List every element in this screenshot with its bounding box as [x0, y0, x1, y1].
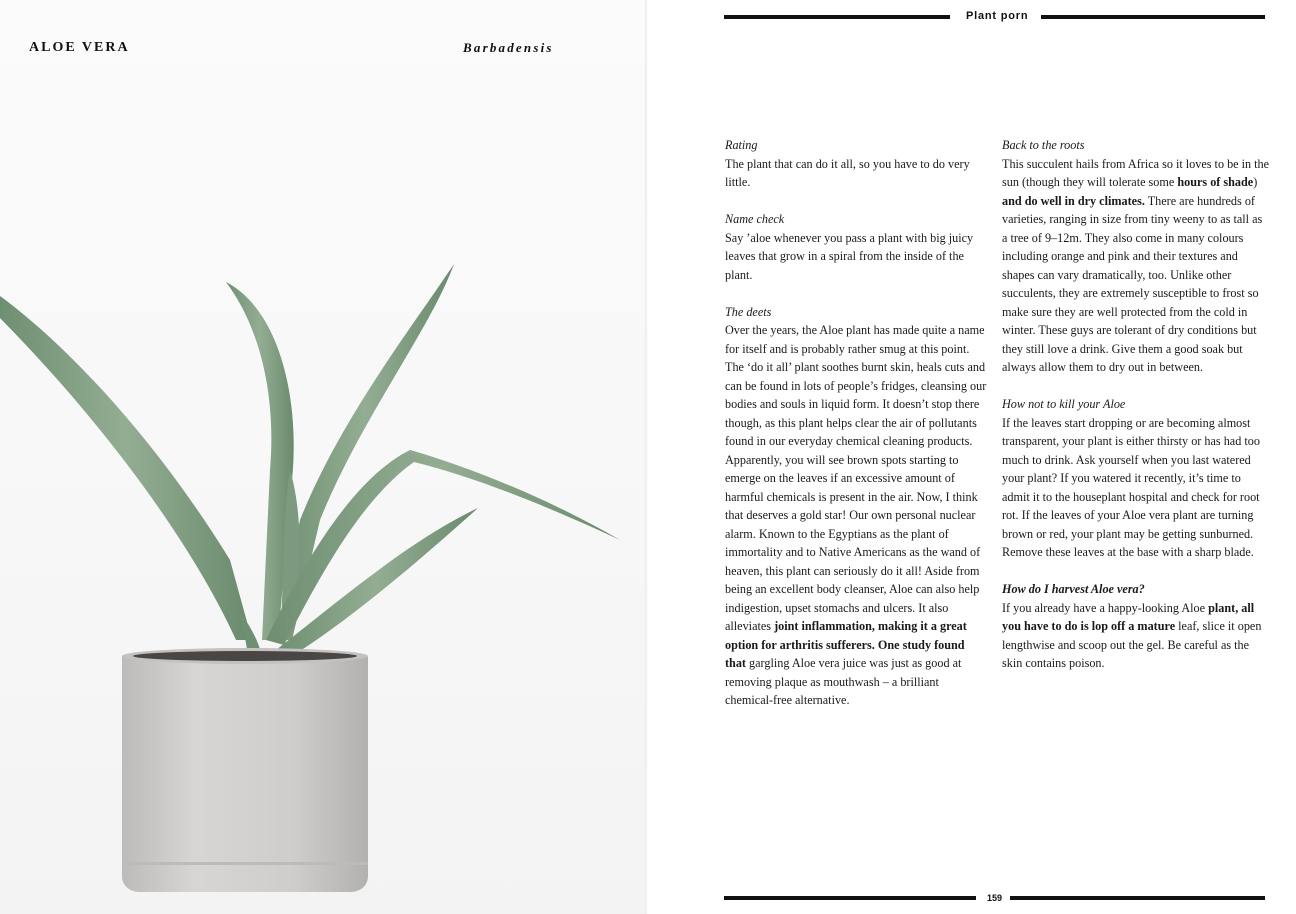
- footer-rule-left: [724, 896, 976, 900]
- section: [1002, 580, 1270, 673]
- bold-text: plant, all you have to do is lop off a mature: [1002, 600, 1255, 633]
- footer-rule-right: [1010, 896, 1265, 900]
- flower-pot: [122, 656, 368, 892]
- body-text: ): [1253, 175, 1258, 189]
- body-text: There are hundreds of varieties, ranging in size from tiny weeny to as tall as a tree of 9–12m. They also come in many colours including orange and pink and their textures and shapes can vary dramatically, too. Unlike other succulents, they are extremely susceptible to frost so make sure they are well protected from the cold in winter. These guys are tolerant of dry conditions but they still love a drink. Give them a good soak but always allow them to dry out in between.: [1002, 193, 1263, 374]
- section-body: [725, 321, 987, 710]
- section: [1002, 136, 1270, 377]
- bold-text: hours of shade: [1177, 175, 1254, 189]
- text-column-right: [1002, 136, 1270, 691]
- body-text: Over the years, the Aloe plant has made quite a name for itself and is probably rather smug at this point. The ‘do it all’ plant soothes burnt skin, heals cuts and can be found in lots of people’s fridges, cleansing our bodies and souls in liquid form. It doesn’t stop there though, as this plant helps clear the air of pollutants found in our everyday chemical cleaning products. Apparently, you will see brown spots starting to emerge on the leaves if an excessive amount of harmful chemicals is present in the air. Now, I think that deserves a gold star! Our own personal nuclear alarm. Known to the Egyptians as the plant of immortality and to Native Americans as the wand of heaven, this plant can seriously do it all! Aside from being an excellent body cleanser, Aloe can also help indigestion, upset stomachs and ulcers. It also alleviates: [725, 323, 987, 633]
- aloe-leaf: [0, 296, 252, 640]
- header-rule-right: [1041, 15, 1265, 19]
- text-column-left: [725, 136, 987, 728]
- body-text: This succulent hails from Africa so it loves to be in the sun (though they will tolerate some: [1002, 156, 1270, 189]
- section-heading: The deets: [725, 304, 772, 319]
- section-body: [725, 155, 987, 192]
- bold-text: joint inflammation, making it a great option for arthritis sufferers. One study found that: [725, 619, 967, 670]
- running-header: Plant porn: [966, 10, 1029, 22]
- section-body: [1002, 414, 1270, 562]
- section: [1002, 395, 1270, 562]
- section-heading: How do I harvest Aloe vera?: [1002, 582, 1145, 596]
- bold-text: and do well in dry climates.: [1002, 193, 1145, 208]
- body-text: The plant that can do it all, so you have to do very little.: [725, 156, 970, 189]
- book-gutter: [645, 0, 648, 914]
- plant-name-title: ALOE VERA: [29, 40, 130, 55]
- plant-photo-page: [0, 0, 647, 914]
- body-text: gargling Aloe vera juice was just as good at removing plaque as mouthwash – a brilliant chemical-free alternative.: [725, 656, 962, 707]
- aloe-plant-in-pot-icon: [0, 0, 647, 914]
- section-heading: Name check: [725, 212, 785, 226]
- section: [725, 303, 987, 710]
- body-text: Say ’aloe whenever you pass a plant with big juicy leaves that grow in a spiral from the inside of the plant.: [725, 230, 974, 282]
- body-text: If the leaves start dropping or are becoming almost transparent, your plant is either thirsty or has had too much to drink. Ask yourself when you last watered your plant? If you watered it recently, it’s time to admit it to the houseplant hospital and check for root rot. If the leaves of your Aloe vera plant are turning brown or red, your plant may be getting sunburned. Remove these leaves at the base with a sharp blade.: [1002, 415, 1260, 559]
- section: [725, 210, 987, 284]
- section-heading: Back to the roots: [1002, 138, 1085, 152]
- section-heading: Rating: [725, 138, 758, 152]
- section-body: [725, 229, 987, 285]
- section-heading: How not to kill your Aloe: [1002, 397, 1126, 411]
- section: [725, 136, 987, 192]
- section-body: [1002, 155, 1270, 377]
- header-rule-left: [724, 15, 950, 19]
- plant-latin-name: Barbadensis: [463, 40, 554, 55]
- section-body: [1002, 599, 1270, 673]
- body-text: If you already have a happy-looking Aloe: [1002, 600, 1209, 615]
- page-number: 159: [987, 893, 1003, 903]
- body-text: leaf, slice it open lengthwise and scoop out the gel. Be careful as the skin contains poison.: [1002, 619, 1262, 670]
